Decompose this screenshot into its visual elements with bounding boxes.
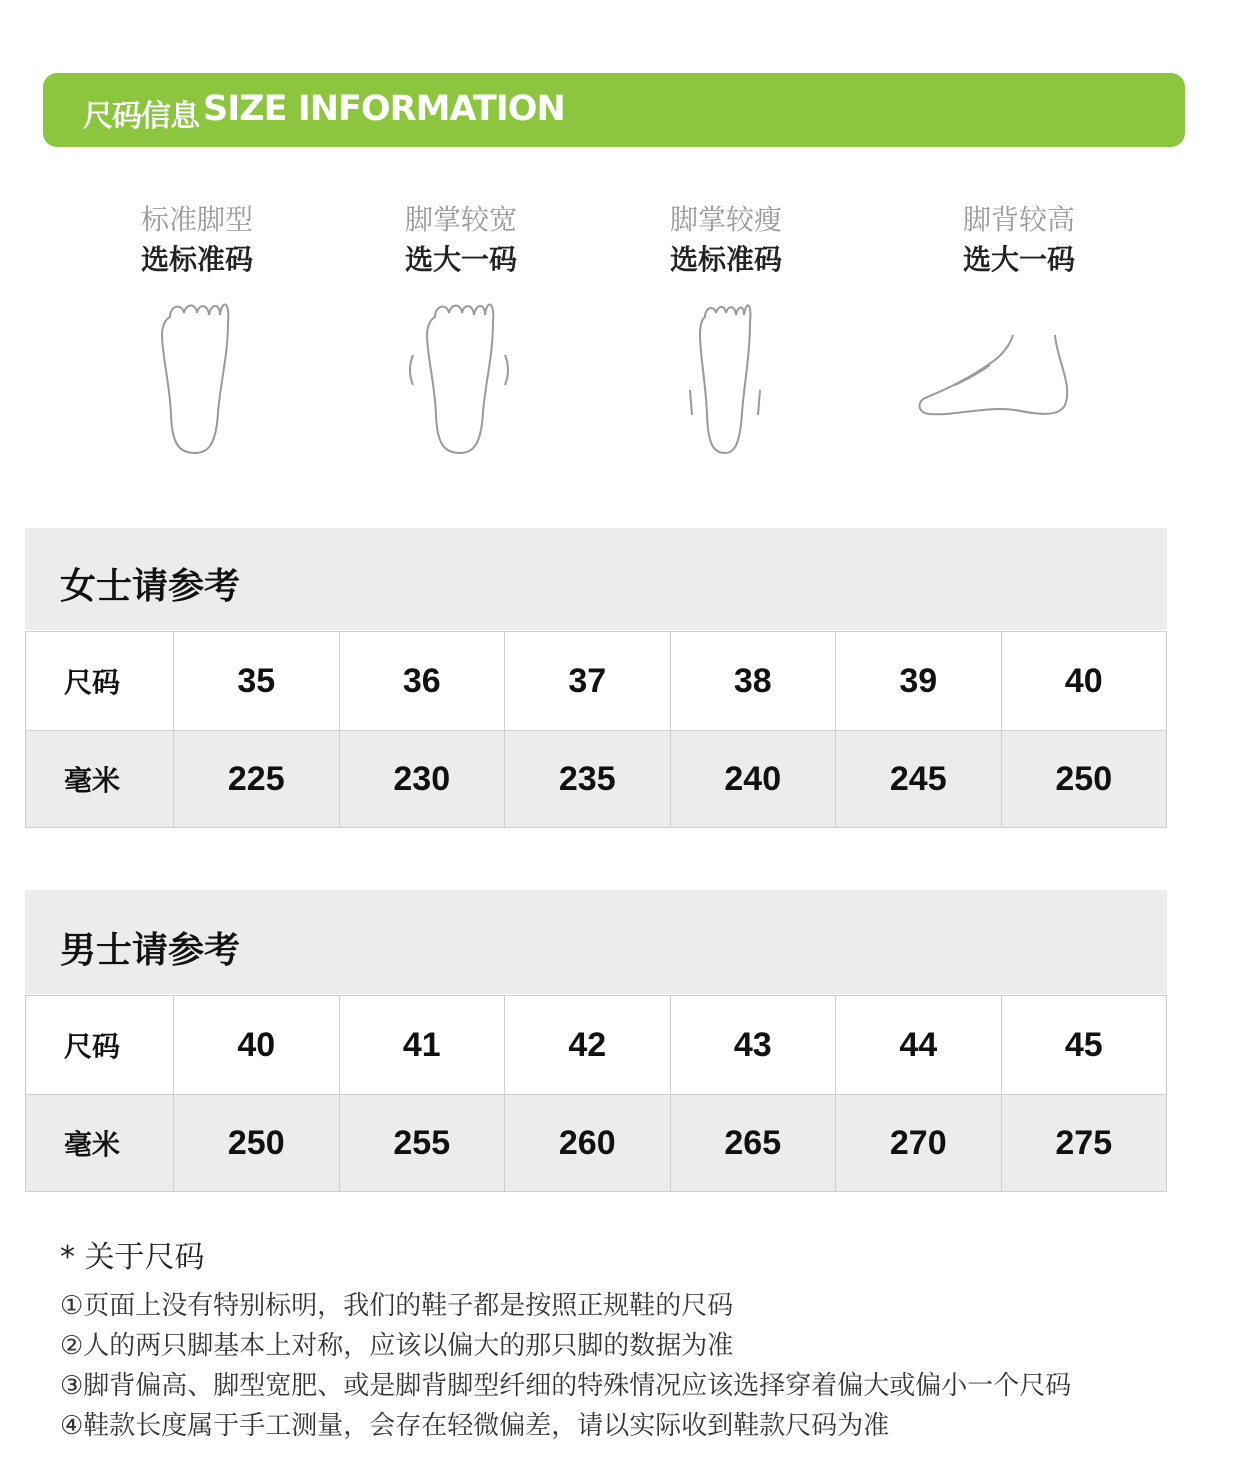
men-section-header	[25, 890, 1167, 994]
notes-title: * 关于尺码	[60, 1240, 205, 1275]
size-cell: 36	[339, 632, 505, 731]
note-item: ①页面上没有特别标明，我们的鞋子都是按照正规鞋的尺码	[60, 1291, 734, 1321]
wide-foot-icon	[405, 295, 515, 460]
size-cell: 39	[836, 632, 1002, 731]
foot-advice-label: 选标准码	[669, 243, 782, 276]
mm-cell: 260	[505, 1095, 671, 1192]
size-cell: 40	[1001, 632, 1167, 731]
size-cell: 44	[836, 996, 1002, 1095]
men-size-table	[25, 995, 1167, 1192]
men-section-title: 男士请参考	[60, 930, 241, 971]
foot-guide-narrow	[596, 200, 856, 280]
note-item: ②人的两只脚基本上对称，应该以偏大的那只脚的数据为准	[60, 1331, 734, 1361]
foot-advice-label: 选大一码	[962, 243, 1075, 276]
table-row	[26, 996, 1167, 1095]
table-row	[26, 632, 1167, 731]
mm-cell: 265	[670, 1095, 836, 1192]
mm-cell: 250	[1001, 731, 1167, 828]
mm-cell: 240	[670, 731, 836, 828]
table-row	[26, 1095, 1167, 1192]
note-item: ③脚背偏高、脚型宽肥、或是脚背脚型纤细的特殊情况应该选择穿着偏大或偏小一个尺码	[60, 1371, 1072, 1401]
size-cell: 43	[670, 996, 836, 1095]
foot-guide-normal	[67, 200, 327, 280]
size-cell: 40	[174, 996, 340, 1095]
size-row-label: 尺码	[26, 632, 174, 731]
foot-type-label: 标准脚型	[140, 203, 253, 236]
mm-cell: 255	[339, 1095, 505, 1192]
size-cell: 37	[505, 632, 671, 731]
women-section-title: 女士请参考	[60, 566, 241, 607]
foot-guide-high-instep	[889, 200, 1149, 280]
size-info-banner	[43, 73, 1185, 147]
mm-cell: 250	[174, 1095, 340, 1192]
size-cell: 38	[670, 632, 836, 731]
size-cell: 41	[339, 996, 505, 1095]
size-cell: 42	[505, 996, 671, 1095]
foot-type-label: 脚背较高	[962, 203, 1075, 236]
foot-type-label: 脚掌较瘦	[669, 203, 782, 236]
narrow-foot-icon	[680, 295, 770, 460]
women-section-header	[25, 528, 1167, 630]
banner-title-cn: 尺码信息	[83, 99, 199, 134]
size-cell: 45	[1001, 996, 1167, 1095]
foot-advice-label: 选大一码	[404, 243, 517, 276]
mm-row-label: 毫米	[26, 731, 174, 828]
foot-type-label: 脚掌较宽	[404, 203, 517, 236]
high-instep-foot-icon	[915, 330, 1075, 425]
table-row	[26, 731, 1167, 828]
banner-title-en: SIZE INFORMATION	[203, 89, 565, 129]
foot-advice-label: 选标准码	[140, 243, 253, 276]
mm-cell: 230	[339, 731, 505, 828]
size-cell: 35	[174, 632, 340, 731]
foot-guide-wide	[331, 200, 591, 280]
women-size-table	[25, 631, 1167, 828]
mm-cell: 270	[836, 1095, 1002, 1192]
size-row-label: 尺码	[26, 996, 174, 1095]
mm-cell: 225	[174, 731, 340, 828]
mm-cell: 245	[836, 731, 1002, 828]
note-item: ④鞋款长度属于手工测量，会存在轻微偏差，请以实际收到鞋款尺码为准	[60, 1411, 890, 1441]
mm-cell: 275	[1001, 1095, 1167, 1192]
mm-cell: 235	[505, 731, 671, 828]
normal-foot-icon	[150, 295, 240, 460]
mm-row-label: 毫米	[26, 1095, 174, 1192]
